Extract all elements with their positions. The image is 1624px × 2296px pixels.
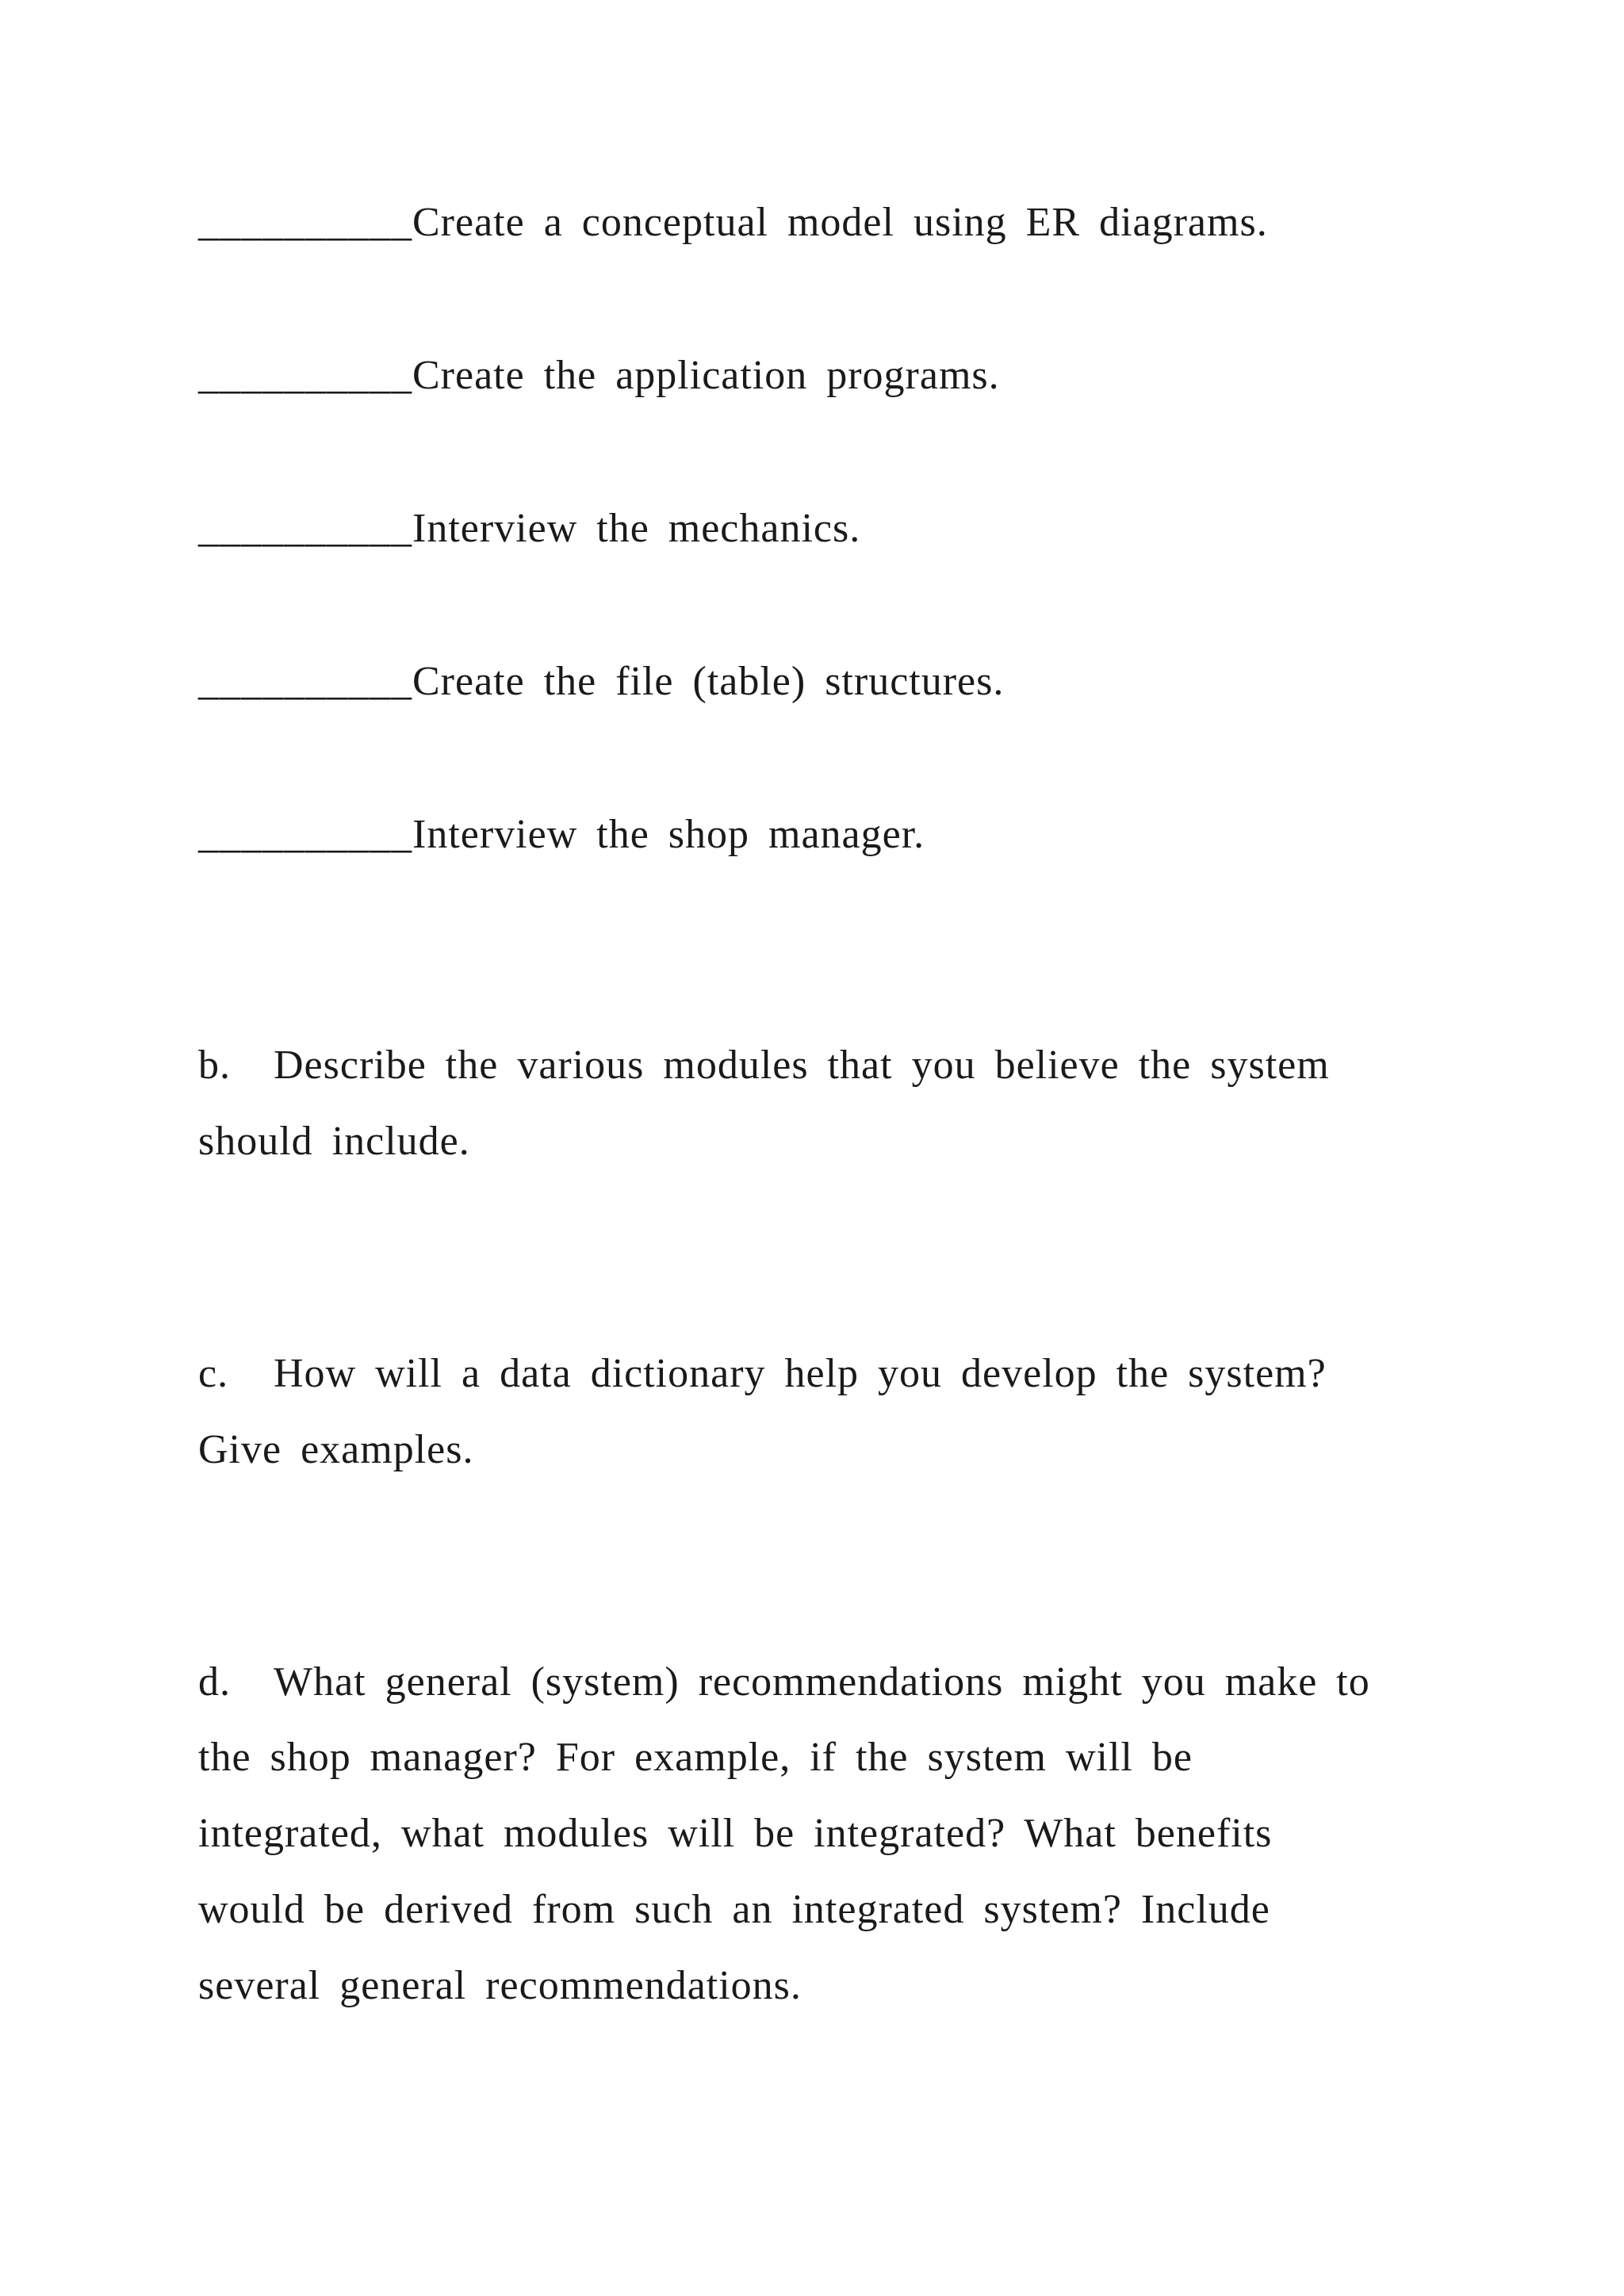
question-text: should include. — [198, 1119, 470, 1164]
question-text: several general recommendations. — [198, 1963, 802, 2008]
question-label: c. — [198, 1351, 229, 1396]
question-d-line — [198, 1965, 802, 2007]
task-text: Create the application programs. — [412, 353, 1000, 398]
task-text: Create the file (table) structures. — [412, 659, 1005, 704]
task-item — [198, 814, 925, 855]
question-label: b. — [198, 1043, 231, 1088]
task-item — [198, 508, 860, 549]
task-text: Create a conceptual model using ER diagrams. — [412, 200, 1268, 245]
answer-blank[interactable]: __________ — [198, 506, 412, 551]
answer-blank[interactable]: __________ — [198, 353, 412, 398]
question-label: d. — [198, 1659, 231, 1705]
question-text: Give examples. — [198, 1427, 474, 1472]
question-c-line — [198, 1353, 1327, 1395]
answer-blank[interactable]: __________ — [198, 659, 412, 704]
question-b-line — [198, 1045, 1330, 1086]
question-d-line — [198, 1813, 1272, 1854]
answer-blank[interactable]: __________ — [198, 812, 412, 857]
question-text: integrated, what modules will be integrated? What benefits — [198, 1811, 1273, 1856]
question-c-line — [198, 1429, 473, 1471]
task-item — [198, 355, 1000, 396]
question-text: the shop manager? For example, if the system will be — [198, 1735, 1193, 1780]
task-item — [198, 202, 1268, 243]
task-item — [198, 661, 1004, 702]
question-text: How will a data dictionary help you develop the system? — [274, 1351, 1327, 1396]
question-text: Describe the various modules that you believe the system — [274, 1043, 1330, 1088]
question-text: What general (system) recommendations might you make to — [274, 1659, 1370, 1705]
question-b-line — [198, 1121, 470, 1162]
task-text: Interview the shop manager. — [412, 812, 925, 857]
task-text: Interview the mechanics. — [412, 506, 861, 551]
question-d-line — [198, 1737, 1193, 1778]
question-text: would be derived from such an integrated system? Include — [198, 1887, 1270, 1932]
question-d-line — [198, 1659, 1370, 1705]
answer-blank[interactable]: __________ — [198, 200, 412, 245]
question-d-line — [198, 1889, 1270, 1931]
